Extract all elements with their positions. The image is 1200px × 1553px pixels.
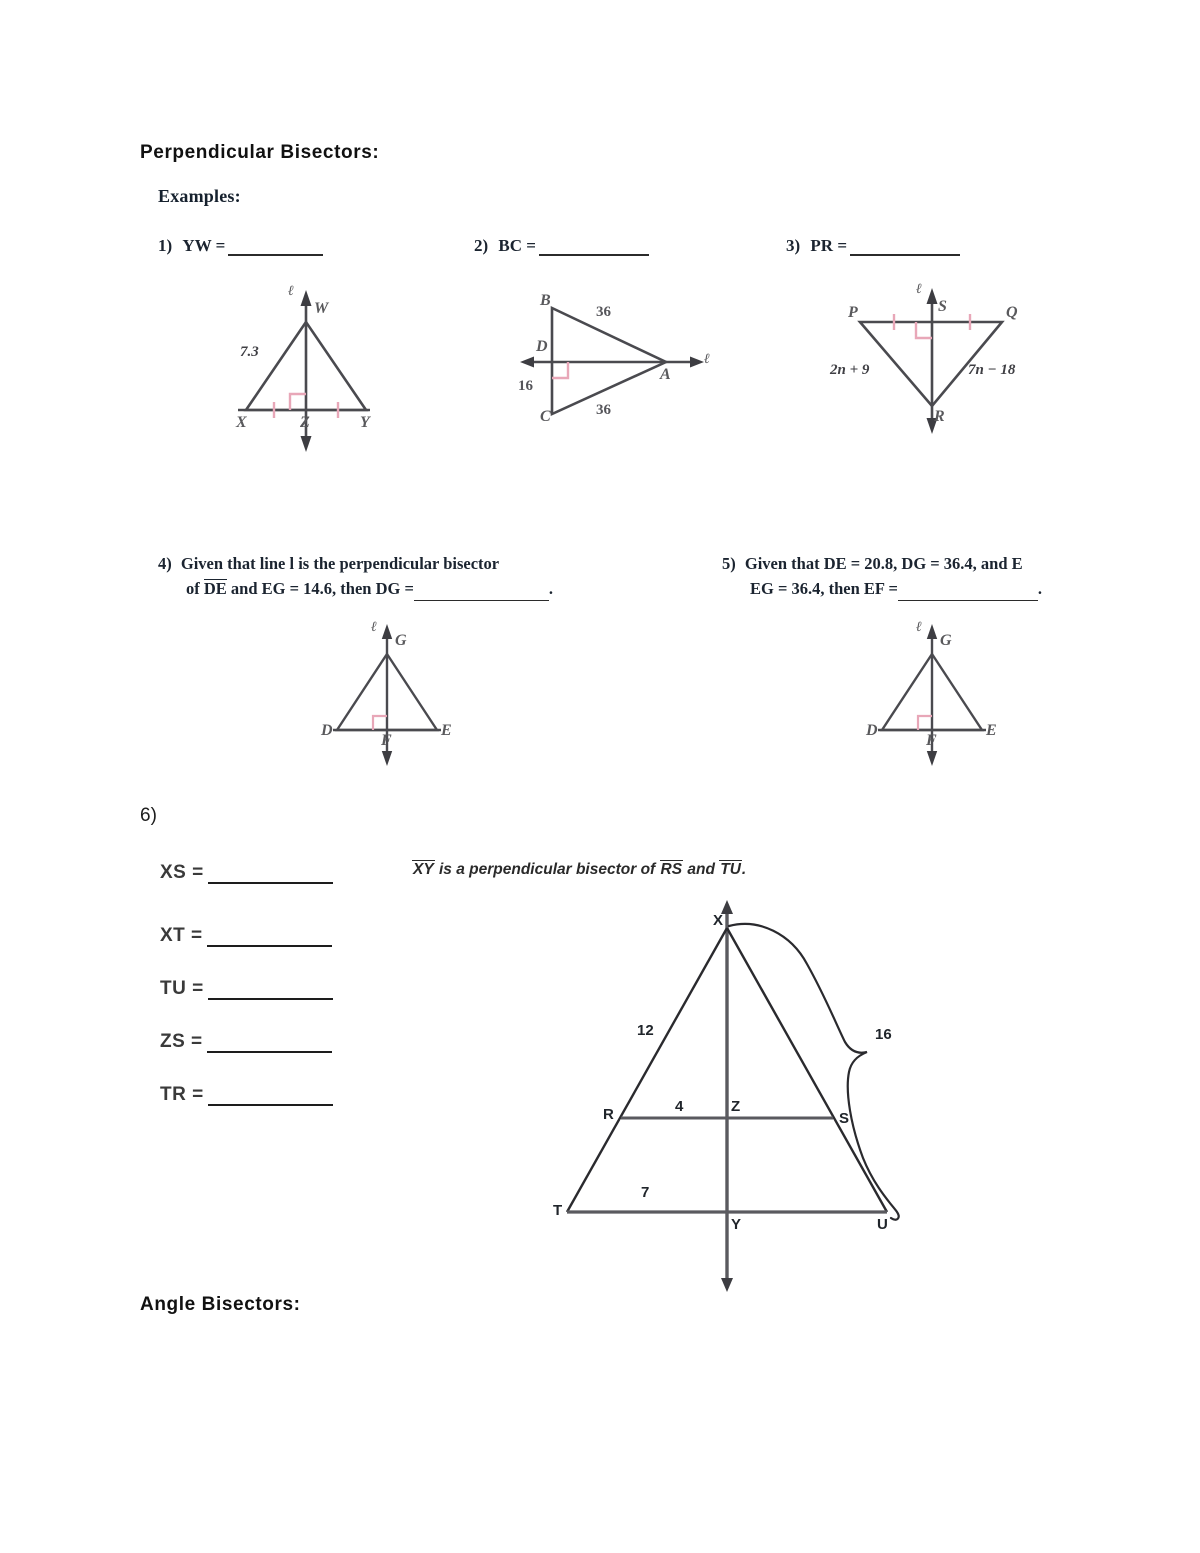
problem-4-number: 4) (158, 554, 172, 573)
figure-2-measure-ca: 36 (596, 402, 611, 418)
problem-3-text: PR = (810, 236, 848, 255)
problem-4-period: . (548, 579, 553, 599)
problem-2-text: BC = (498, 236, 536, 255)
figure-6-measure-xu: 16 (875, 1026, 892, 1043)
figure-6-measure-rz: 4 (675, 1098, 684, 1115)
problem-6-statement-a: is a perpendicular bisector of (439, 861, 656, 878)
problem-6-answer-tu (160, 978, 333, 1000)
figure-5-vertex-e: E (986, 722, 997, 739)
figure-5-line-label: ℓ (916, 620, 922, 635)
problem-6-answer-tr (160, 1084, 333, 1106)
figure-1-vertex-x: X (236, 414, 247, 431)
problem-6-answer-xs (160, 862, 333, 884)
problem-5-period: . (1037, 579, 1043, 599)
figure-2-vertex-b: B (540, 292, 551, 309)
problem-6-number: 6) (140, 805, 157, 826)
problem-5-answer-blank[interactable] (898, 600, 1038, 601)
problem-6-segment-tu: TU (720, 861, 741, 878)
figure-4-vertex-e: E (441, 722, 452, 739)
problem-4-answer-blank[interactable] (414, 600, 549, 601)
problem-6-answer-tu-blank[interactable] (208, 998, 333, 1000)
problem-2-answer-blank[interactable] (539, 254, 649, 256)
problem-3-number: 3) (786, 236, 801, 255)
figure-6-vertex-t: T (553, 1202, 563, 1219)
figure-3 (830, 282, 1040, 442)
problem-4-segment-de: DE (203, 579, 227, 599)
problem-5-line1: Given that DE = 20.8, DG = 36.4, and E (744, 554, 1023, 573)
problem-1-answer-blank[interactable] (228, 254, 323, 256)
figure-2-line-label: ℓ (704, 352, 710, 367)
figure-5 (866, 618, 1040, 768)
figure-6-measure-ty: 7 (641, 1184, 650, 1201)
figure-6-vertex-u: U (877, 1216, 888, 1233)
figure-2 (518, 290, 718, 440)
figure-4-vertex-g: G (395, 632, 407, 649)
problem-1-text: YW = (182, 236, 226, 255)
figure-1-vertex-z: Z (300, 414, 310, 431)
problem-3-answer-blank[interactable] (850, 254, 960, 256)
figure-4-vertex-d: D (321, 722, 333, 739)
problem-5-number: 5) (722, 554, 736, 573)
problem-6-answer-xt-label: XT = (160, 925, 203, 946)
figure-5-vertex-g: G (940, 632, 952, 649)
figure-2-vertex-d: D (536, 338, 548, 355)
figure-3-measure-pr: 2n + 9 (830, 362, 870, 378)
figure-4 (321, 618, 495, 768)
figure-6-measure-xr: 12 (637, 1022, 654, 1039)
problem-2-number: 2) (474, 236, 489, 255)
figure-1-vertex-y: Y (360, 414, 370, 431)
problem-6-answer-tr-blank[interactable] (208, 1104, 333, 1106)
problem-2-prompt (474, 236, 649, 256)
problem-6-answer-tu-label: TU = (160, 978, 204, 999)
problem-4-prompt (158, 552, 628, 601)
problem-6-answer-zs-blank[interactable] (207, 1051, 332, 1053)
figure-4-line-label: ℓ (371, 620, 377, 635)
figure-1-measure-7point3: 7.3 (240, 344, 259, 360)
problem-6-segment-xy: XY (413, 861, 434, 878)
problem-6-statement (412, 860, 746, 879)
problem-6-answer-xs-blank[interactable] (208, 882, 333, 884)
problem-1-number: 1) (158, 236, 173, 255)
problem-6-answer-zs (160, 1031, 332, 1053)
problem-6-answer-tr-label: TR = (160, 1084, 204, 1105)
problem-6-answer-zs-label: ZS = (160, 1031, 203, 1052)
figure-3-vertex-r: R (934, 408, 945, 425)
problem-4-line2-rest: and EG = 14.6, then DG = (230, 579, 414, 599)
figure-1-line-label: ℓ (288, 284, 294, 299)
problem-6-answer-xt-blank[interactable] (207, 945, 332, 947)
figure-4-vertex-f: F (381, 732, 392, 749)
problem-6-statement-c: . (741, 861, 747, 878)
figure-6-vertex-x: X (713, 912, 724, 929)
figure-3-vertex-q: Q (1006, 304, 1018, 321)
figure-5-vertex-f: F (926, 732, 937, 749)
page-title-perpendicular-bisectors: Perpendicular Bisectors: (140, 142, 380, 163)
figure-2-measure-ba: 36 (596, 304, 611, 320)
figure-6-vertex-y: Y (731, 1216, 742, 1233)
problem-6-statement-b: and (687, 861, 715, 878)
problem-6-segment-rs: RS (660, 861, 683, 878)
problem-6-answer-xt (160, 925, 332, 947)
problem-4-line1: Given that line l is the perpendicular bisector (180, 554, 500, 573)
problem-4-line2-of: of (186, 579, 200, 599)
problem-1-prompt (158, 236, 323, 256)
problem-5-line2: EG = 36.4, then EF = (750, 579, 898, 599)
figure-3-line-label: ℓ (916, 282, 922, 297)
problem-6-answer-xs-label: XS = (160, 862, 204, 883)
figure-5-vertex-d: D (866, 722, 878, 739)
figure-2-vertex-a: A (660, 366, 671, 383)
figure-6-vertex-z: Z (731, 1098, 741, 1115)
problem-5-prompt (722, 552, 1102, 601)
page-title-angle-bisectors: Angle Bisectors: (140, 1294, 301, 1315)
problem-3-prompt (786, 236, 960, 256)
figure-1 (228, 282, 408, 457)
figure-2-vertex-c: C (540, 408, 551, 425)
figure-6 (545, 900, 945, 1300)
figure-3-vertex-s: S (938, 298, 947, 315)
figure-6-vertex-r: R (603, 1106, 614, 1123)
figure-1-vertex-w: W (314, 300, 329, 317)
figure-6-vertex-s: S (839, 1110, 850, 1127)
figure-2-measure-dc: 16 (518, 378, 533, 394)
figure-3-measure-qr: 7n − 18 (968, 362, 1016, 378)
examples-label: Examples: (158, 186, 241, 206)
figure-3-vertex-p: P (848, 304, 858, 321)
